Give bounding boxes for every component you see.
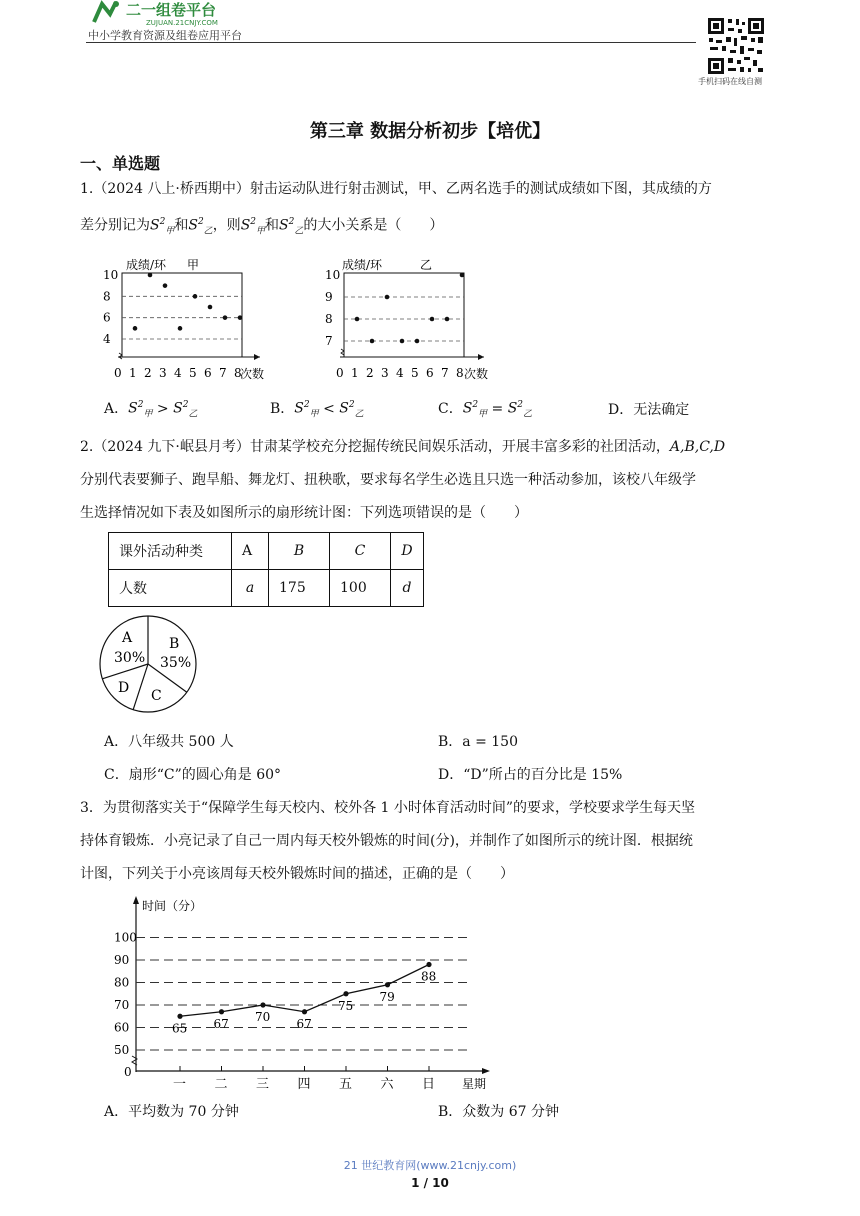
q1-line2: 差分别记为$S^2_甲$和$S^2_乙$，则$S^2_甲$和$S^2_乙$的大小关系是（ ） [80,217,444,237]
x-tick-label: 6 [426,366,434,380]
q3-line1: 3．为贯彻落实关于“保障学生每天校内、校外各 1 小时体育活动时间”的要求，学校要求学生每天坚 [80,800,696,816]
x-tick-label: 二 [214,1077,228,1092]
page-number: 1 / 10 [411,1176,449,1190]
chart-jia-xlabel: 次数 [240,367,265,381]
runner-icon [94,2,116,22]
data-point [445,317,450,322]
y-tick-label: 0 [124,1065,132,1079]
activity-table [108,532,424,607]
qr-code-icon[interactable] [706,16,766,76]
table-cell: 人数 [109,570,232,607]
pie-chart [96,612,206,716]
data-point [223,315,228,320]
line-chart [112,892,502,1092]
data-point [178,326,183,331]
x-tick-label: 1 [351,366,359,380]
y-tick-label: 10 [103,268,119,282]
x-tick-label: 5 [411,366,419,380]
chart-yi-xlabel: 次数 [464,367,489,381]
x-tick-label: 8 [234,366,242,380]
y-tick-label: 70 [114,998,130,1012]
q2-line3: 生选择情况如下表及如图所示的扇形统计图：下列选项错误的是（ ） [80,505,528,521]
q1-option-d[interactable]: D．无法确定 [608,402,690,418]
x-tick-label: 7 [219,366,227,380]
y-tick-label: 8 [325,312,333,326]
x-tick-label: 1 [129,366,137,380]
data-point [260,1002,265,1007]
x-tick-label: 8 [456,366,464,380]
data-point [460,273,465,278]
q2-option-b[interactable]: B．a = 150 [438,734,518,750]
y-tick-label: 9 [325,290,333,304]
x-tick-label: 四 [297,1077,311,1092]
pie-label-b-pct: 35% [160,655,192,671]
y-tick-label: 10 [325,268,341,282]
table-row [109,533,424,570]
x-tick-label: 0 [336,366,344,380]
x-tick-label: 一 [173,1077,187,1092]
line-chart-ylabel: 时间（分） [142,899,203,913]
platform-name: 中小学教育资源及组卷应用平台 [88,29,242,42]
table-cell: A [232,533,269,570]
data-point [430,317,435,322]
y-tick-label: 80 [114,975,130,990]
table-cell: D [391,533,424,570]
x-tick-label: 日 [422,1077,436,1092]
y-tick-label: 7 [325,334,333,348]
page-title: 第三章 数据分析初步【培优】 [309,121,551,142]
data-label: 65 [172,1021,188,1036]
pie-label-a-pct: 30% [114,650,146,666]
question-2 [80,431,780,530]
data-point [163,283,168,288]
site-logo [86,0,286,28]
pie-slice-d [133,664,148,710]
footer-site-link[interactable]: 21 世纪教育网(www.21cnjy.com) [343,1159,517,1172]
table-cell: d [391,570,424,607]
q3-option-b[interactable]: B．众数为 67 分钟 [438,1104,560,1120]
pie-label-b: B [169,636,180,652]
header-rule [86,42,696,43]
x-tick-label: 6 [204,366,212,380]
q3-line3: 计图，下列关于小亮该周每天校外锻炼时间的描述，正确的是（ ） [80,866,514,882]
question-1 [80,173,780,248]
q1-line1: 1.（2024 八上·桥西期中）射击运动队进行射击测试，甲、乙两名选手的测试成绩如下图，其成绩的方 [80,181,712,197]
table-cell: 课外活动种类 [109,533,232,570]
y-tick-label: 90 [114,953,130,967]
q1-option-b[interactable]: B．$S^2_甲 < S^2_乙$ [270,400,364,420]
data-point [208,305,213,310]
x-tick-label: 3 [381,366,389,380]
data-point [193,294,198,299]
x-tick-label: 0 [114,366,122,380]
x-tick-label: 2 [144,366,152,380]
table-cell: B [269,533,330,570]
q2-option-d[interactable]: D．“D”所占的百分比是 15% [438,767,623,783]
chart-jia-name: 甲 [187,258,200,272]
data-point [238,315,243,320]
data-label: 79 [379,989,395,1004]
x-tick-label: 4 [174,366,182,380]
data-label: 88 [421,969,437,984]
table-cell: 175 [269,570,330,607]
q1-option-a[interactable]: A．$S^2_甲 > S^2_乙$ [104,400,198,420]
pie-label-a: A [122,630,133,646]
x-tick-label: 4 [396,366,404,380]
table-cell: C [330,533,391,570]
q2-option-a[interactable]: A．八年级共 500 人 [104,734,234,750]
data-point [148,273,153,278]
section-heading: 一、单选题 [80,154,161,173]
data-point [426,962,431,967]
chart-jia [100,255,280,385]
q2-line2: 分别代表要狮子、跑旱船、舞龙灯、扭秧歌，要求每名学生必选且只选一种活动参加，该校八年级学 [80,472,696,488]
x-tick-label: 7 [441,366,449,380]
chart-yi-name: 乙 [420,258,433,272]
y-tick-label: 6 [103,310,111,325]
x-tick-label: 六 [380,1077,394,1092]
x-tick-label: 五 [339,1077,353,1092]
y-tick-label: 4 [103,332,111,346]
chart-yi-ylabel: 成绩/环 [342,258,383,272]
y-tick-label: 50 [114,1043,130,1057]
pie-slice-a [102,664,148,679]
data-label: 75 [338,998,354,1013]
x-tick-label: 3 [159,366,167,380]
data-point [343,991,348,996]
data-label: 67 [213,1016,229,1031]
chart-jia-ylabel: 成绩/环 [126,258,167,272]
logo-text: 二一组卷平台 [126,1,217,19]
x-tick-label: 三 [256,1077,270,1092]
line-chart-xlabel: 星期 [462,1077,487,1091]
q3-line2: 持体育锻炼．小亮记录了自己一周内每天校外锻炼的时间(分)，并制作了如图所示的统计图．根据统 [80,833,693,849]
data-point [400,339,405,344]
qr-caption: 手机扫码在线自测 [698,77,762,86]
data-point [302,1009,307,1014]
logo-sub: ZUJUAN.21CNJY.COM [146,19,218,27]
pie-label-d: D [118,680,130,696]
y-tick-label: 60 [114,1020,130,1035]
data-point [370,339,375,344]
table-cell: 100 [330,570,391,607]
y-tick-label: 100 [114,930,137,945]
q2-option-c[interactable]: C．扇形“C”的圆心角是 60° [104,767,282,783]
data-label: 67 [296,1016,312,1031]
table-row [109,570,424,607]
x-tick-label: 5 [189,366,197,380]
pie-label-c: C [151,688,162,704]
chart-yi [322,255,502,385]
data-label: 70 [255,1010,271,1024]
data-point [219,1009,224,1014]
data-point [133,326,138,331]
q3-option-a[interactable]: A．平均数为 70 分钟 [104,1104,239,1120]
data-point [177,1014,182,1019]
q1-option-c[interactable]: C．$S^2_甲 = S^2_乙$ [438,400,533,420]
table-cell: a [232,570,269,607]
data-point [415,339,420,344]
x-tick-label: 2 [366,366,374,380]
data-point [355,317,360,322]
q2-line1: 2.（2024 九下·岷县月考）甘肃某学校充分挖掘传统民间娱乐活动，开展丰富多彩的社团活动，A,B,C,D [80,439,726,455]
y-tick-label: 8 [103,289,111,304]
data-point [385,295,390,300]
question-3 [80,792,780,891]
data-point [385,982,390,987]
